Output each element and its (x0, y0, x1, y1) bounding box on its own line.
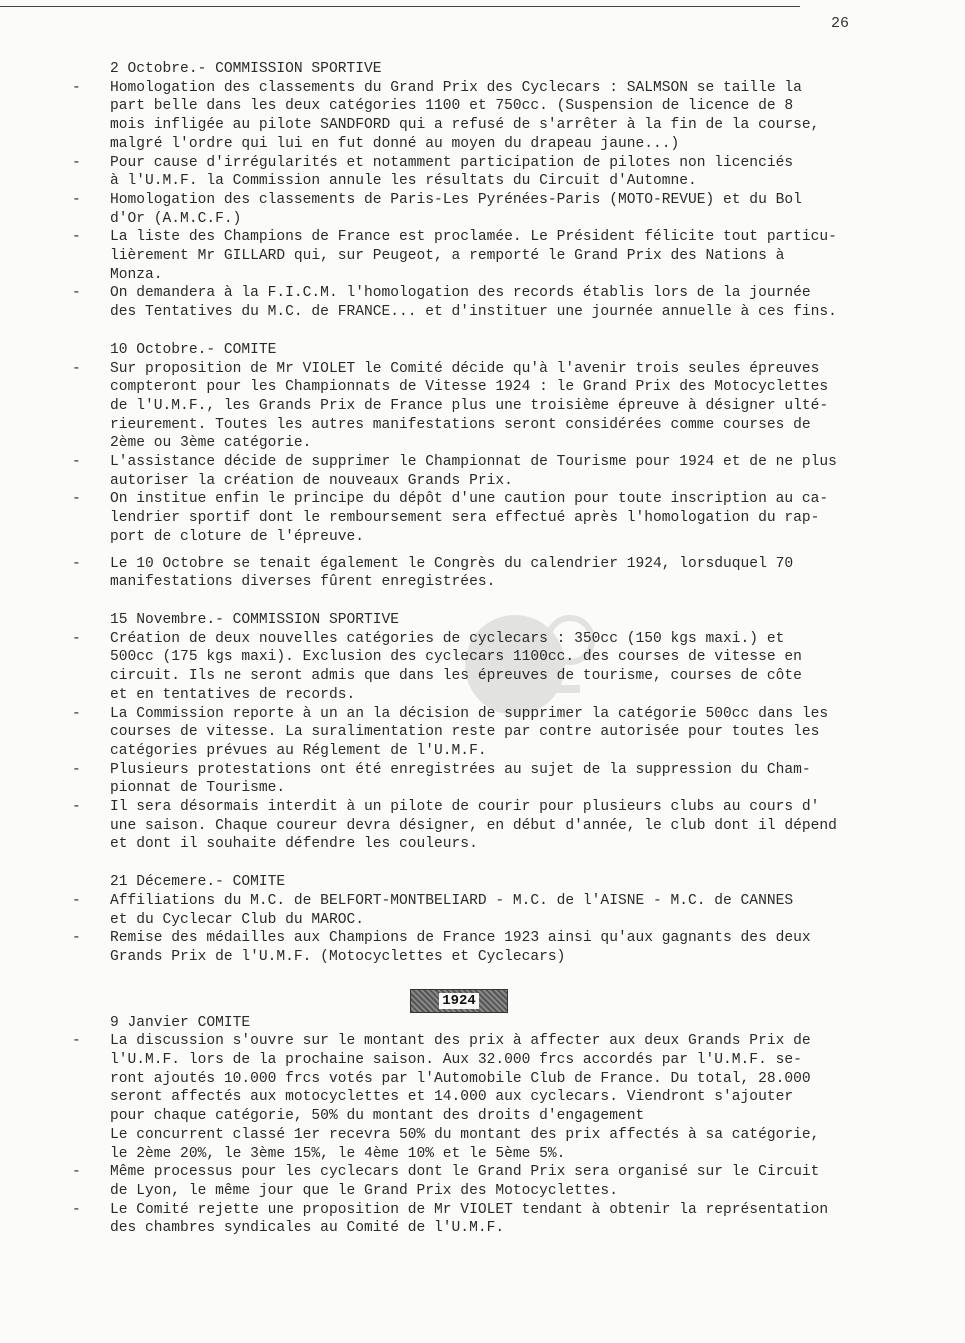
entry-text: Création de deux nouvelles catégories de cyclecars : 350cc (150 kgs maxi.) et 500cc (175 kgs maxi). Exclusion des cyclecars 1100cc. des courses de vitesse en circuit. Ils ne seront admis que dans les épreuves de tourisme, courses de côte et en tentatives de records. (110, 630, 802, 703)
entry-text: La discussion s'ouvre sur le montant des prix à affecter aux deux Grands Prix de l'U.M.F. lors de la prochaine saison. Aux 32.000 frcs accordés par l'U.M.F. se- ront ajoutés 10.000 frcs votés par l'Automobile Club de France. Du total, 28.000 seront affectés aux motocyclettes et 14.000 aux cyclecars. Viendront s'ajouter pour chaque catégorie, 50% du montant des droits d'engagement Le concurrent classé 1er recevra 50% du montant des prix affectés à sa catégorie, le 2ème 20%, le 3ème 15%, le 4ème 10% et le 5ème 5%. (110, 1033, 820, 1162)
year-banner-row (60, 986, 920, 1014)
section-heading: 21 Décemere.- COMITE (110, 874, 286, 891)
bullet-dash: - (72, 454, 81, 471)
bullet-dash: - (72, 892, 81, 909)
bullet-dash: - (72, 491, 81, 508)
minutes-entry (60, 1032, 920, 1163)
minutes-entry (60, 154, 920, 191)
minutes-entry (60, 892, 920, 929)
minutes-entry (60, 284, 920, 321)
minutes-entry (60, 555, 920, 592)
bullet-dash: - (72, 761, 81, 778)
bullet-dash: - (72, 191, 81, 208)
entry-text: Pour cause d'irrégularités et notamment participation de pilotes non licenciés à l'U.M.F. la Commission annule les résultats du Circuit d'Automne. (110, 154, 794, 190)
bullet-dash: - (72, 630, 81, 647)
minutes-entry (60, 929, 920, 966)
entry-text: Remise des médailles aux Champions de France 1923 ainsi qu'aux gagnants des deux Grands Prix de l'U.M.F. (Motocyclettes et Cyclecars) (110, 930, 811, 965)
minutes-entry (60, 453, 920, 490)
entry-text: On demandera à la F.I.C.M. l'homologation des records établis lors de la journée des Tentatives du M.C. de FRANCE... et d'instituer une journée annuelle à ces fins. (110, 285, 837, 321)
entry-text: Sur proposition de Mr VIOLET le Comité décide qu'à l'avenir trois seules épreuves compteront pour les Championnats de Vitesse 1924 : le Grand Prix des Motocyclettes de l'U.M.F., les Grands Prix de France plus une troisième épreuve à désigner ulté- rieurement. Toutes les autres manifestations seront considérées comme courses de 2ème ou 3ème catégorie. (110, 360, 829, 452)
minutes-section (60, 341, 920, 592)
minutes-entry (60, 630, 920, 705)
bullet-dash: - (72, 154, 81, 171)
bullet-dash: - (72, 79, 81, 96)
minutes-section (60, 873, 920, 967)
section-heading: 15 Novembre.- COMMISSION SPORTIVE (110, 611, 400, 628)
entry-text: On institue enfin le principe du dépôt d'une caution pour toute inscription au ca- lendrier sportif dont le remboursement sera effectué après l'homologation du rap- port de cloture de l'épreuve. (110, 491, 829, 545)
section-heading: 10 Octobre.- COMITE (110, 341, 277, 358)
minutes-section (60, 60, 920, 322)
entry-text: L'assistance décide de supprimer le Championnat de Tourisme pour 1924 et de ne plus autoriser la création de nouveaux Grands Prix. (110, 454, 837, 489)
top-rule (0, 6, 800, 7)
entry-text: Le 10 Octobre se tenait également le Congrès du calendrier 1924, lorsduquel 70 manifestations diverses fûrent enregistrées. (110, 555, 794, 591)
bullet-dash: - (72, 555, 81, 572)
bullet-dash: - (72, 930, 81, 947)
entry-text: Le Comité rejette une proposition de Mr VIOLET tendant à obtenir la représentation des chambres syndicales au Comité de l'U.M.F. (110, 1201, 829, 1237)
bullet-dash: - (72, 360, 81, 377)
sections-before (60, 60, 920, 967)
bullet-dash: - (72, 285, 81, 302)
entry-text: Plusieurs protestations ont été enregistrées au sujet de la suppression du Cham- pionnat de Tourisme. (110, 761, 811, 797)
minutes-entry (60, 705, 920, 761)
minutes-entry (60, 1201, 920, 1238)
bullet-dash: - (72, 229, 81, 246)
bullet-dash: - (72, 1201, 81, 1218)
entry-text: Homologation des classements du Grand Prix des Cyclecars : SALMSON se taille la part belle dans les deux catégories 1100 et 750cc. (Suspension de licence de 8 mois infligée au pilote SANDFORD qui a refusé de s'arrêter à la fin de la course, malgré l'ordre qui lui en fut donné au moyen du drapeau jaune...) (110, 79, 820, 152)
bullet-dash: - (72, 799, 81, 816)
entry-text: La liste des Champions de France est proclamée. Le Président félicite tout particu- lièrement Mr GILLARD qui, sur Peugeot, a remporté le Grand Prix des Nations à Monza. (110, 229, 837, 283)
entry-text: La Commission reporte à un an la décision de supprimer la catégorie 500cc dans les courses de vitesse. La suralimentation reste par contre autorisée pour toutes les catégories prévues au Réglement de l'U.M.F. (110, 705, 829, 759)
minutes-entry (60, 761, 920, 798)
minutes-section (60, 1014, 920, 1238)
year-banner-label: 1924 (439, 993, 479, 1009)
year-banner (410, 989, 508, 1013)
section-heading: 9 Janvier COMITE (110, 1014, 251, 1031)
minutes-entry (60, 490, 920, 546)
bullet-dash: - (72, 1164, 81, 1181)
document-body (60, 60, 920, 1257)
entry-text: Il sera désormais interdit à un pilote de courir pour plusieurs clubs au cours d' une saison. Chaque coureur devra désigner, en début d'année, le club dont il dépend et dont il souhaite défendre les couleurs. (110, 799, 837, 853)
bullet-dash: - (72, 705, 81, 722)
minutes-entry (60, 228, 920, 284)
minutes-entry (60, 1163, 920, 1200)
minutes-entry (60, 191, 920, 228)
section-heading: 2 Octobre.- COMMISSION SPORTIVE (110, 61, 382, 77)
minutes-entry (60, 798, 920, 854)
minutes-entry (60, 79, 920, 154)
entry-text: Homologation des classements de Paris-Les Pyrénées-Paris (MOTO-REVUE) et du Bol d'Or (A.M.C.F.) (110, 191, 802, 227)
entry-text: Affiliations du M.C. de BELFORT-MONTBELIARD - M.C. de l'AISNE - M.C. de CANNES et du Cyclecar Club du MAROC. (110, 892, 794, 928)
page-number: 26 (831, 15, 850, 32)
entry-text: Même processus pour les cyclecars dont le Grand Prix sera organisé sur le Circuit de Lyon, le même jour que le Grand Prix des Motocyclettes. (110, 1164, 820, 1199)
bullet-dash: - (72, 1033, 81, 1050)
minutes-entry (60, 360, 920, 454)
sections-after (60, 1014, 920, 1238)
minutes-section (60, 611, 920, 854)
